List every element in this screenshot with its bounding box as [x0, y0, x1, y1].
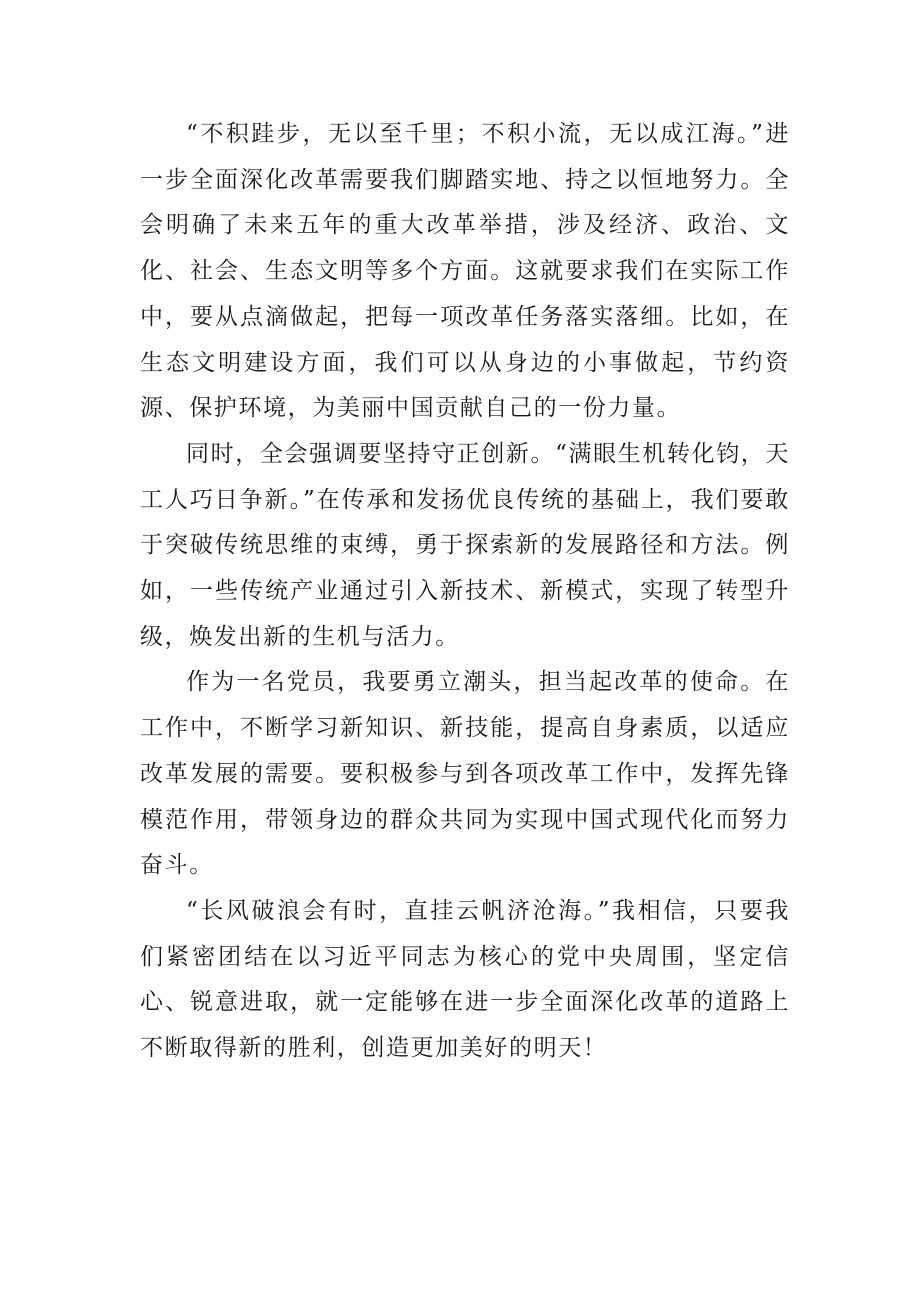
- paragraph-3: 作为一名党员，我要勇立潮头，担当起改革的使命。在工作中，不断学习新知识、新技能，提高自身素质，以适应改革发展的需要。要积极参与到各项改革工作中，发挥先锋模范作用，带领身边的群众共同为实现中国式现代化而努力奋斗。: [140, 669, 790, 879]
- document-body: [140, 112, 790, 1072]
- paragraph-4: “长风破浪会有时，直挂云帆济沧海。”我相信，只要我们紧密团结在以习近平同志为核心的党中央周围，坚定信心、锐意进取，就一定能够在进一步全面深化改革的道路上不断取得新的胜利，创造更加美好的明天！: [140, 897, 790, 1062]
- paragraph-2: 同时，全会强调要坚持守正创新。“满眼生机转化钧，天工人巧日争新。”在传承和发扬优良传统的基础上，我们要敢于突破传统思维的束缚，勇于探索新的发展路径和方法。例如，一些传统产业通过引入新技术、新模式，实现了转型升级，焕发出新的生机与活力。: [140, 440, 790, 650]
- paragraph-1: “不积跬步，无以至千里；不积小流，无以成江海。”进一步全面深化改革需要我们脚踏实地、持之以恒地努力。全会明确了未来五年的重大改革举措，涉及经济、政治、文化、社会、生态文明等多个方面。这就要求我们在实际工作中，要从点滴做起，把每一项改革任务落实落细。比如，在生态文明建设方面，我们可以从身边的小事做起，节约资源、保护环境，为美丽中国贡献自己的一份力量。: [140, 121, 790, 422]
